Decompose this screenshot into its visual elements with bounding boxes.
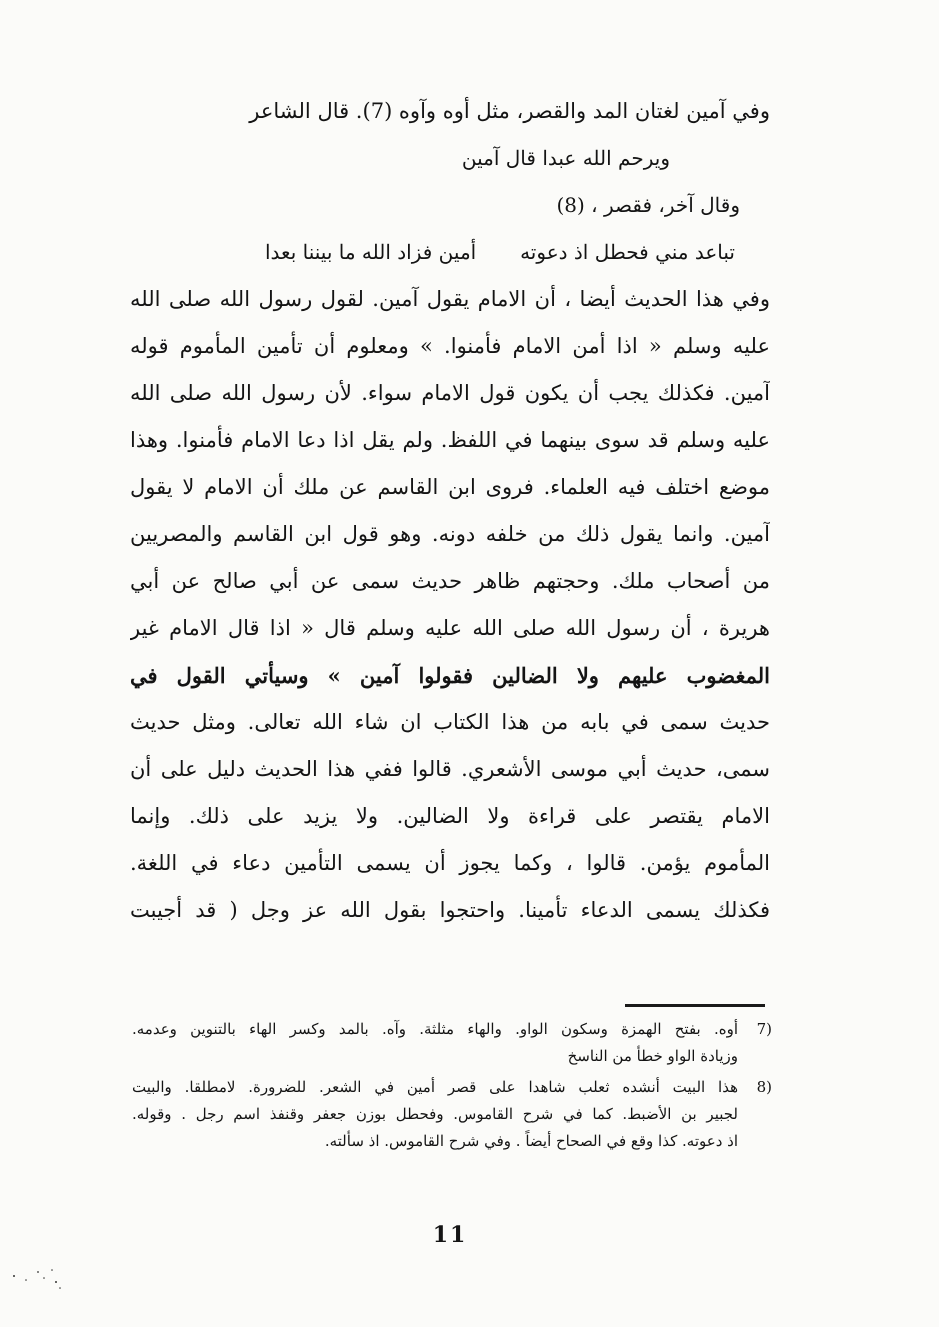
text-line: سمى، حديث أبي موسى الأشعري. قالوا ففي هذا الحديث دليل على أن <box>130 757 770 781</box>
scan-specks-decoration <box>8 1262 68 1292</box>
footnote-separator <box>625 1004 765 1007</box>
text-line: هريرة ، أن رسول الله صلى الله عليه وسلم قال « اذا قال الامام غير <box>130 616 770 640</box>
verse-hemistich-second: أمين فزاد الله ما بيننا بعدا <box>265 240 477 264</box>
footnote-line: لجبير بن الأضبط. كما في شرح القاموس. وفحطل بوزن جعفر وقنفذ اسم رجل . وقوله. <box>132 1105 738 1123</box>
text-line: الامام يقتصر على قراءة ولا الضالين. ولا يزيد على ذلك. وإنما <box>130 804 770 828</box>
text-line: فكذلك يسمى الدعاء تأمينا. واحتجوا بقول الله عز وجل ( قد أجيبت <box>130 898 770 922</box>
text-line: المغضوب عليهم ولا الضالين فقولوا آمين » وسيأتي القول في <box>130 663 770 688</box>
text-line: عليه وسلم قد سوى بينهما في اللفظ. ولم يقل اذا دعا الامام فأمنوا. وهذا <box>130 428 770 452</box>
text-line: عليه وسلم « اذا أمن الامام فأمنوا. » ومعلوم أن تأمين المأموم قوله <box>130 334 770 358</box>
footnote <box>132 1074 772 1155</box>
text-line: آمين. فكذلك يجب أن يكون قول الامام سواء. لأن رسول الله صلى الله <box>130 381 770 405</box>
footnote-number: (7 <box>756 1020 772 1038</box>
text-line: وفي هذا الحديث أيضا ، أن الامام يقول آمين. لقول رسول الله صلى الله <box>130 287 770 311</box>
verse-couplet <box>130 229 770 276</box>
text-line: موضع اختلف فيه العلماء. فروى ابن القاسم عن ملك أن الامام لا يقول <box>130 475 770 499</box>
footnote-line: وزيادة الواو خطأ من الناسخ <box>567 1047 738 1065</box>
text-line: آمين. وانما يقول ذلك من خلفه دونه. وهو قول ابن القاسم والمصريين <box>130 522 770 546</box>
footnote-text <box>132 1016 738 1070</box>
footnote-text <box>132 1074 738 1155</box>
footnote <box>132 1016 772 1070</box>
text-line: من أصحاب ملك. وحجتهم ظاهر حديث سمى عن أبي صالح عن أبي <box>130 569 770 593</box>
footnote-line: اذ دعوته. كذا وقع في الصحاح أيضاً . وفي شرح القاموس. اذ سألته. <box>324 1132 738 1150</box>
footnote-line: أوه. بفتح الهمزة وسكون الواو. والهاء مثلثة. وآه. بالمد وكسر الهاء بالتنوين وعدمه. <box>132 1020 738 1038</box>
text-line: وفي آمين لغتان المد والقصر، مثل أوه وآوه (7). قال الشاعر <box>249 99 770 123</box>
text-line: وقال آخر، فقصر ، (8) <box>556 193 740 217</box>
text-line: حديث سمى في بابه من هذا الكتاب ان شاء الله تعالى. ومثل حديث <box>130 710 770 734</box>
verse-hemistich-first: تباعد مني فحطل اذ دعوته <box>520 240 735 264</box>
page-number: 11 <box>432 1222 468 1248</box>
footnotes <box>132 1016 772 1159</box>
footnote-number: (8 <box>756 1078 772 1096</box>
footnote-line: هذا البيت أنشده ثعلب شاهدا على قصر أمين في الشعر. للضرورة. لامطلقا. والبيت <box>132 1078 738 1096</box>
main-text <box>130 88 770 934</box>
verse-line: ويرحم الله عبدا قال آمين <box>461 146 670 170</box>
text-line: المأموم يؤمن. قالوا ، وكما يجوز أن يسمى التأمين دعاء في اللغة. <box>130 851 770 875</box>
